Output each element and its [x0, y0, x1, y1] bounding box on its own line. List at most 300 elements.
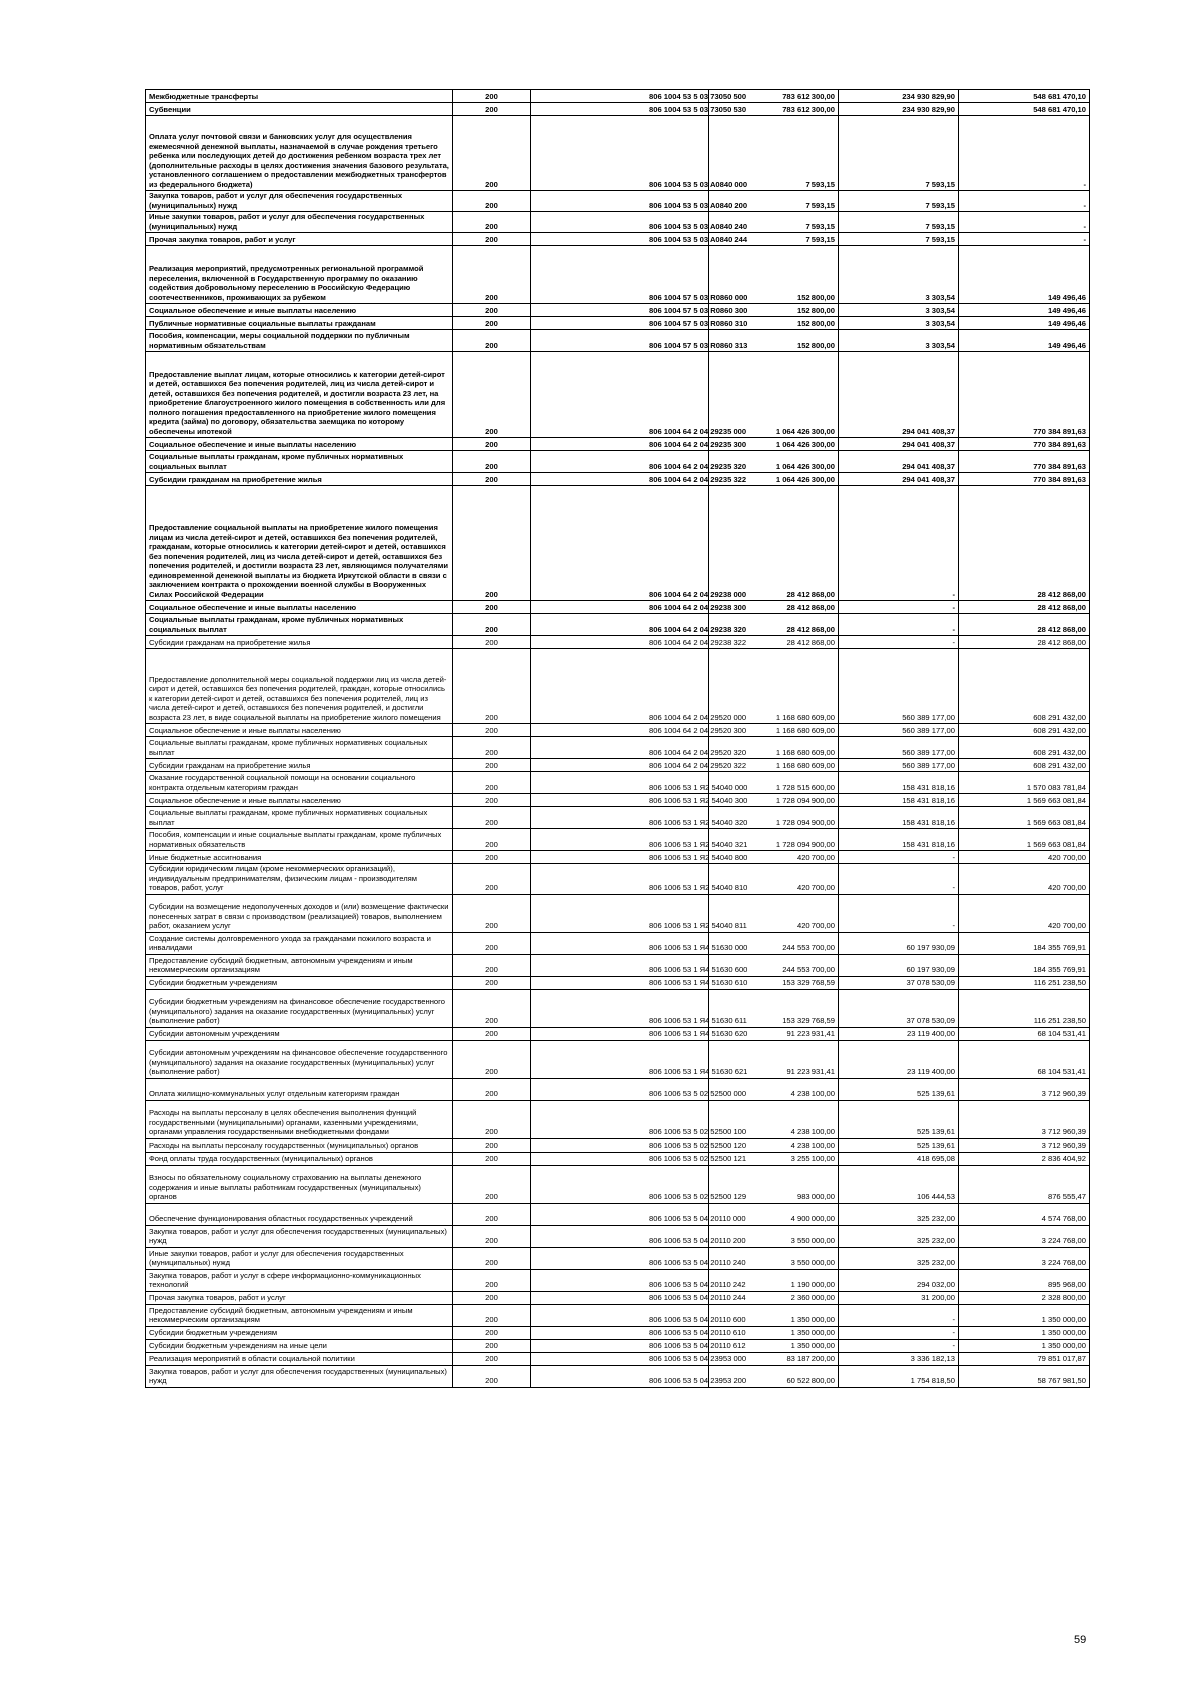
table-row: [146, 864, 1090, 895]
row-kbk: 806 1006 53 5 04 23953 000: [531, 1352, 709, 1365]
row-remainder: 28 412 868,00: [959, 614, 1090, 636]
row-code: 200: [453, 864, 531, 895]
row-executed: -: [839, 614, 959, 636]
table-row: [146, 233, 1090, 246]
row-executed: 294 032,00: [839, 1269, 959, 1291]
row-executed: 60 197 930,09: [839, 932, 959, 954]
row-kbk: 806 1004 64 2 04 29520 000: [531, 649, 709, 724]
row-kbk: 806 1004 57 5 03 R0860 300: [531, 304, 709, 317]
row-kbk: 806 1006 53 5 02 52500 129: [531, 1165, 709, 1203]
row-executed: 3 303,54: [839, 317, 959, 330]
row-executed: 37 078 530,09: [839, 976, 959, 989]
row-kbk: 806 1004 57 5 03 R0860 313: [531, 330, 709, 352]
row-remainder: 548 681 470,10: [959, 90, 1090, 103]
row-approved: 91 223 931,41: [709, 1040, 839, 1078]
row-name: Оказание государственной социальной помощи на основании социального контракта отдельным категориям граждан: [146, 772, 453, 794]
row-code: 200: [453, 451, 531, 473]
row-kbk: 806 1006 53 1 Я4 51630 621: [531, 1040, 709, 1078]
row-name: Субсидии на возмещение недополученных доходов и (или) возмещение фактически понесенных затрат в связи с производством (реализацией) товаров, выполнением работ, оказанием услуг: [146, 894, 453, 932]
row-code: 200: [453, 829, 531, 851]
row-code: 200: [453, 1339, 531, 1352]
table-row: [146, 1339, 1090, 1352]
row-executed: -: [839, 486, 959, 601]
row-executed: -: [839, 601, 959, 614]
row-kbk: 806 1006 53 1 Я4 51630 611: [531, 989, 709, 1027]
row-executed: 31 200,00: [839, 1291, 959, 1304]
row-name: Субсидии бюджетным учреждениям: [146, 1326, 453, 1339]
row-kbk: 806 1004 64 2 04 29235 322: [531, 473, 709, 486]
row-remainder: 608 291 432,00: [959, 759, 1090, 772]
row-remainder: 28 412 868,00: [959, 601, 1090, 614]
table-row: [146, 932, 1090, 954]
row-approved: 153 329 768,59: [709, 989, 839, 1027]
row-kbk: 806 1006 53 5 04 20110 240: [531, 1247, 709, 1269]
row-remainder: 2 328 800,00: [959, 1291, 1090, 1304]
row-code: 200: [453, 851, 531, 864]
row-code: 200: [453, 724, 531, 737]
row-remainder: 770 384 891,63: [959, 473, 1090, 486]
row-name: Закупка товаров, работ и услуг в сфере информационно-коммуникационных технологий: [146, 1269, 453, 1291]
row-approved: 3 550 000,00: [709, 1247, 839, 1269]
page-number: 59: [1074, 1634, 1087, 1646]
row-code: 200: [453, 954, 531, 976]
row-name: Социальное обеспечение и иные выплаты населению: [146, 304, 453, 317]
row-approved: 28 412 868,00: [709, 636, 839, 649]
row-code: 200: [453, 1100, 531, 1138]
row-kbk: 806 1004 64 2 04 29235 300: [531, 438, 709, 451]
row-kbk: 806 1006 53 5 04 20110 600: [531, 1304, 709, 1326]
row-approved: 244 553 700,00: [709, 954, 839, 976]
row-kbk: 806 1006 53 1 Я2 54040 320: [531, 807, 709, 829]
row-name: Субсидии гражданам на приобретение жилья: [146, 759, 453, 772]
row-kbk: 806 1004 64 2 04 29238 300: [531, 601, 709, 614]
row-executed: -: [839, 864, 959, 895]
table-row: [146, 601, 1090, 614]
row-remainder: 608 291 432,00: [959, 737, 1090, 759]
row-name: Оплата услуг почтовой связи и банковских услуг для осуществления ежемесячной денежной выплаты, назначаемой в случае рождения третьего ребенка или последующих детей до достижения ребенком возраста трех лет (дополнительные расходы в целях достижения значения базового результата, установленного соглашением о предоставлении межбюджетных трансфертов из федерального бюджета): [146, 116, 453, 191]
table-row: [146, 1165, 1090, 1203]
row-approved: 60 522 800,00: [709, 1365, 839, 1387]
row-remainder: 28 412 868,00: [959, 636, 1090, 649]
row-name: Социальное обеспечение и иные выплаты населению: [146, 794, 453, 807]
table-row: [146, 614, 1090, 636]
row-executed: 60 197 930,09: [839, 954, 959, 976]
table-row: [146, 954, 1090, 976]
row-name: Субсидии гражданам на приобретение жилья: [146, 636, 453, 649]
row-code: 200: [453, 233, 531, 246]
row-code: 200: [453, 601, 531, 614]
row-executed: 158 431 818,16: [839, 772, 959, 794]
row-kbk: 806 1006 53 1 Я4 51630 600: [531, 954, 709, 976]
row-name: Иные закупки товаров, работ и услуг для обеспечения государственных (муниципальных) нужд: [146, 212, 453, 233]
row-approved: 4 900 000,00: [709, 1203, 839, 1225]
row-name: Пособия, компенсации и иные социальные выплаты гражданам, кроме публичных нормативных обязательств: [146, 829, 453, 851]
row-executed: -: [839, 851, 959, 864]
row-code: 200: [453, 212, 531, 233]
row-remainder: 420 700,00: [959, 894, 1090, 932]
row-kbk: 806 1006 53 5 04 20110 610: [531, 1326, 709, 1339]
row-approved: 1 064 426 300,00: [709, 438, 839, 451]
row-executed: 1 754 818,50: [839, 1365, 959, 1387]
table-row: [146, 1203, 1090, 1225]
row-kbk: 806 1006 53 1 Я2 54040 800: [531, 851, 709, 864]
row-remainder: -: [959, 233, 1090, 246]
row-code: 200: [453, 614, 531, 636]
table-row: [146, 212, 1090, 233]
row-code: 200: [453, 649, 531, 724]
row-executed: 3 336 182,13: [839, 1352, 959, 1365]
table-row: [146, 317, 1090, 330]
row-code: 200: [453, 1203, 531, 1225]
row-remainder: 770 384 891,63: [959, 352, 1090, 438]
row-remainder: 79 851 017,87: [959, 1352, 1090, 1365]
row-approved: 152 800,00: [709, 330, 839, 352]
table-row: [146, 1100, 1090, 1138]
row-approved: 4 238 100,00: [709, 1138, 839, 1152]
row-code: 200: [453, 1291, 531, 1304]
row-name: Предоставление субсидий бюджетным, автономным учреждениям и иным некоммерческим организациям: [146, 1304, 453, 1326]
row-name: Реализация мероприятий, предусмотренных региональной программой переселения, включенной в Государственную программу по оказанию содействия добровольному переселению в Российскую Федерацию соотечественников, проживающих за рубежом: [146, 246, 453, 304]
table-row: [146, 724, 1090, 737]
row-remainder: 149 496,46: [959, 317, 1090, 330]
row-remainder: 608 291 432,00: [959, 649, 1090, 724]
row-remainder: 3 712 960,39: [959, 1078, 1090, 1100]
row-approved: 1 728 094 900,00: [709, 794, 839, 807]
row-executed: 7 593,15: [839, 116, 959, 191]
row-remainder: 149 496,46: [959, 330, 1090, 352]
table-row: [146, 304, 1090, 317]
row-code: 200: [453, 1269, 531, 1291]
table-row: [146, 894, 1090, 932]
row-remainder: 68 104 531,41: [959, 1040, 1090, 1078]
row-remainder: 68 104 531,41: [959, 1027, 1090, 1040]
row-executed: 525 139,61: [839, 1138, 959, 1152]
row-name: Пособия, компенсации, меры социальной поддержки по публичным нормативным обязательствам: [146, 330, 453, 352]
row-executed: -: [839, 894, 959, 932]
row-code: 200: [453, 1040, 531, 1078]
row-executed: 325 232,00: [839, 1203, 959, 1225]
table-row: [146, 759, 1090, 772]
row-remainder: 420 700,00: [959, 851, 1090, 864]
row-executed: 158 431 818,16: [839, 807, 959, 829]
row-remainder: 548 681 470,10: [959, 103, 1090, 116]
table-row: [146, 851, 1090, 864]
row-kbk: 806 1004 53 5 03 73050 500: [531, 90, 709, 103]
row-kbk: 806 1006 53 5 04 23953 200: [531, 1365, 709, 1387]
table-row: [146, 1225, 1090, 1247]
row-approved: 7 593,15: [709, 233, 839, 246]
row-remainder: 58 767 981,50: [959, 1365, 1090, 1387]
row-code: 200: [453, 116, 531, 191]
row-name: Субвенции: [146, 103, 453, 116]
row-name: Фонд оплаты труда государственных (муниципальных) органов: [146, 1152, 453, 1165]
table-row: [146, 451, 1090, 473]
row-remainder: 2 836 404,92: [959, 1152, 1090, 1165]
row-approved: 152 800,00: [709, 317, 839, 330]
row-executed: 294 041 408,37: [839, 451, 959, 473]
row-executed: 106 444,53: [839, 1165, 959, 1203]
row-kbk: 806 1004 53 5 03 A0840 000: [531, 116, 709, 191]
row-name: Иные закупки товаров, работ и услуг для обеспечения государственных (муниципальных) нужд: [146, 1247, 453, 1269]
table-row: [146, 1078, 1090, 1100]
row-name: Предоставление выплат лицам, которые относились к категории детей-сирот и детей, оставшихся без попечения родителей, лиц из числа детей-сирот и детей, оставшихся без попечения родителей, и достигли возраста 23 лет, на приобретение благоустроенного жилого помещения в собственность или для полного погашения предоставленного на приобретение жилого помещения кредита (займа) по договору, обязательства заемщика по которому обеспечены ипотекой: [146, 352, 453, 438]
row-name: Субсидии юридическим лицам (кроме некоммерческих организаций), индивидуальным предпринимателям, физическим лицам - производителям товаров, работ, услуг: [146, 864, 453, 895]
row-remainder: 1 569 663 081,84: [959, 807, 1090, 829]
row-kbk: 806 1004 64 2 04 29238 000: [531, 486, 709, 601]
row-approved: 3 550 000,00: [709, 1225, 839, 1247]
row-approved: 1 350 000,00: [709, 1304, 839, 1326]
row-name: Закупка товаров, работ и услуг для обеспечения государственных (муниципальных) нужд: [146, 1365, 453, 1387]
row-code: 200: [453, 317, 531, 330]
row-executed: 234 930 829,90: [839, 90, 959, 103]
row-remainder: 1 350 000,00: [959, 1304, 1090, 1326]
row-name: Оплата жилищно-коммунальных услуг отдельным категориям граждан: [146, 1078, 453, 1100]
row-kbk: 806 1006 53 5 02 52500 000: [531, 1078, 709, 1100]
row-remainder: 608 291 432,00: [959, 724, 1090, 737]
row-code: 200: [453, 1247, 531, 1269]
row-executed: 3 303,54: [839, 246, 959, 304]
row-executed: 7 593,15: [839, 233, 959, 246]
row-code: 200: [453, 438, 531, 451]
row-approved: 28 412 868,00: [709, 486, 839, 601]
row-approved: 7 593,15: [709, 191, 839, 212]
table-row: [146, 989, 1090, 1027]
table-row: [146, 772, 1090, 794]
table-row: [146, 636, 1090, 649]
row-kbk: 806 1006 53 5 02 52500 120: [531, 1138, 709, 1152]
row-name: Социальное обеспечение и иные выплаты населению: [146, 601, 453, 614]
row-kbk: 806 1004 57 5 03 R0860 000: [531, 246, 709, 304]
row-approved: 420 700,00: [709, 894, 839, 932]
table-row: [146, 807, 1090, 829]
row-executed: 294 041 408,37: [839, 473, 959, 486]
row-executed: 3 303,54: [839, 330, 959, 352]
row-executed: 158 431 818,16: [839, 794, 959, 807]
table-row: [146, 352, 1090, 438]
row-name: Предоставление социальной выплаты на приобретение жилого помещения лицам из числа детей-сирот и детей, оставшихся без попечения родителей, гражданам, которые относились к категории детей-сирот и детей, оставшихся без попечения родителей, лиц из числа детей-сирот и детей, оставшихся без попечения родителей, и достигли возраста 23 лет, являющимся получателями единовременной денежной выплаты из бюджета Иркутской области в связи с заключением контракта о прохождении военной службы в Вооруженных Силах Российской Федерации: [146, 486, 453, 601]
row-code: 200: [453, 772, 531, 794]
row-executed: 525 139,61: [839, 1100, 959, 1138]
row-name: Взносы по обязательному социальному страхованию на выплаты денежного содержания и иные выплаты работникам государственных (муниципальных) органов: [146, 1165, 453, 1203]
table-row: [146, 103, 1090, 116]
row-approved: 420 700,00: [709, 864, 839, 895]
row-executed: 325 232,00: [839, 1247, 959, 1269]
row-code: 200: [453, 191, 531, 212]
row-remainder: -: [959, 116, 1090, 191]
row-approved: 1 064 426 300,00: [709, 451, 839, 473]
row-kbk: 806 1004 53 5 03 A0840 244: [531, 233, 709, 246]
row-executed: 23 119 400,00: [839, 1027, 959, 1040]
row-code: 200: [453, 1078, 531, 1100]
row-approved: 783 612 300,00: [709, 90, 839, 103]
row-executed: 560 389 177,00: [839, 737, 959, 759]
row-kbk: 806 1006 53 1 Я4 51630 000: [531, 932, 709, 954]
table-row: [146, 1138, 1090, 1152]
row-kbk: 806 1004 53 5 03 A0840 200: [531, 191, 709, 212]
row-executed: -: [839, 636, 959, 649]
row-name: Социальные выплаты гражданам, кроме публичных нормативных социальных выплат: [146, 614, 453, 636]
row-code: 200: [453, 636, 531, 649]
row-approved: 152 800,00: [709, 304, 839, 317]
row-name: Прочая закупка товаров, работ и услуг: [146, 233, 453, 246]
row-code: 200: [453, 1365, 531, 1387]
row-approved: 153 329 768,59: [709, 976, 839, 989]
table-row: [146, 191, 1090, 212]
row-kbk: 806 1004 64 2 04 29238 322: [531, 636, 709, 649]
row-kbk: 806 1006 53 1 Я2 54040 300: [531, 794, 709, 807]
row-approved: 4 238 100,00: [709, 1100, 839, 1138]
row-code: 200: [453, 304, 531, 317]
table-row: [146, 1291, 1090, 1304]
row-approved: 1 168 680 609,00: [709, 737, 839, 759]
row-code: 200: [453, 807, 531, 829]
row-remainder: 420 700,00: [959, 864, 1090, 895]
row-kbk: 806 1004 57 5 03 R0860 310: [531, 317, 709, 330]
table-row: [146, 486, 1090, 601]
table-row: [146, 649, 1090, 724]
row-executed: 294 041 408,37: [839, 352, 959, 438]
row-kbk: 806 1006 53 5 02 52500 121: [531, 1152, 709, 1165]
row-remainder: 895 968,00: [959, 1269, 1090, 1291]
row-code: 200: [453, 330, 531, 352]
row-kbk: 806 1006 53 5 04 20110 244: [531, 1291, 709, 1304]
row-executed: -: [839, 1339, 959, 1352]
row-kbk: 806 1006 53 1 Я2 54040 811: [531, 894, 709, 932]
row-name: Иные бюджетные ассигнования: [146, 851, 453, 864]
row-executed: 7 593,15: [839, 191, 959, 212]
row-remainder: 184 355 769,91: [959, 954, 1090, 976]
row-remainder: -: [959, 212, 1090, 233]
row-code: 200: [453, 103, 531, 116]
row-remainder: 116 251 238,50: [959, 989, 1090, 1027]
row-name: Межбюджетные трансферты: [146, 90, 453, 103]
row-executed: -: [839, 1326, 959, 1339]
row-approved: 783 612 300,00: [709, 103, 839, 116]
row-approved: 28 412 868,00: [709, 601, 839, 614]
row-approved: 420 700,00: [709, 851, 839, 864]
row-remainder: 1 350 000,00: [959, 1326, 1090, 1339]
row-remainder: 4 574 768,00: [959, 1203, 1090, 1225]
row-approved: 28 412 868,00: [709, 614, 839, 636]
row-kbk: 806 1006 53 1 Я2 54040 810: [531, 864, 709, 895]
row-executed: 3 303,54: [839, 304, 959, 317]
row-executed: 23 119 400,00: [839, 1040, 959, 1078]
row-approved: 1 728 094 900,00: [709, 829, 839, 851]
table-row: [146, 1326, 1090, 1339]
table-row: [146, 1247, 1090, 1269]
row-name: Социальные выплаты гражданам, кроме публичных нормативных социальных выплат: [146, 737, 453, 759]
row-executed: -: [839, 1304, 959, 1326]
row-approved: 1 350 000,00: [709, 1339, 839, 1352]
row-code: 200: [453, 246, 531, 304]
row-remainder: 1 569 663 081,84: [959, 829, 1090, 851]
table-row: [146, 1269, 1090, 1291]
row-code: 200: [453, 1152, 531, 1165]
table-row: [146, 1152, 1090, 1165]
row-remainder: 3 712 960,39: [959, 1100, 1090, 1138]
row-executed: 294 041 408,37: [839, 438, 959, 451]
row-approved: 1 190 000,00: [709, 1269, 839, 1291]
row-kbk: 806 1004 53 5 03 73050 530: [531, 103, 709, 116]
table-row: [146, 90, 1090, 103]
row-executed: 325 232,00: [839, 1225, 959, 1247]
row-code: 200: [453, 894, 531, 932]
row-approved: 1 728 515 600,00: [709, 772, 839, 794]
row-kbk: 806 1006 53 5 04 20110 000: [531, 1203, 709, 1225]
row-kbk: 806 1004 64 2 04 29520 300: [531, 724, 709, 737]
row-code: 200: [453, 473, 531, 486]
table-row: [146, 473, 1090, 486]
row-remainder: 149 496,46: [959, 304, 1090, 317]
table-row: [146, 1365, 1090, 1387]
row-kbk: 806 1006 53 1 Я4 51630 610: [531, 976, 709, 989]
row-name: Субсидии автономным учреждениям: [146, 1027, 453, 1040]
row-name: Социальное обеспечение и иные выплаты населению: [146, 724, 453, 737]
row-executed: 560 389 177,00: [839, 724, 959, 737]
table-row: [146, 330, 1090, 352]
row-approved: 1 728 094 900,00: [709, 807, 839, 829]
row-kbk: 806 1004 64 2 04 29520 322: [531, 759, 709, 772]
row-remainder: 149 496,46: [959, 246, 1090, 304]
row-executed: 560 389 177,00: [839, 649, 959, 724]
row-approved: 83 187 200,00: [709, 1352, 839, 1365]
row-executed: 37 078 530,09: [839, 989, 959, 1027]
row-approved: 1 064 426 300,00: [709, 352, 839, 438]
row-name: Реализация мероприятий в области социальной политики: [146, 1352, 453, 1365]
row-remainder: 770 384 891,63: [959, 451, 1090, 473]
row-name: Обеспечение функционирования областных государственных учреждений: [146, 1203, 453, 1225]
table-row: [146, 794, 1090, 807]
row-kbk: 806 1004 64 2 04 29238 320: [531, 614, 709, 636]
row-name: Субсидии бюджетным учреждениям на иные цели: [146, 1339, 453, 1352]
row-approved: 3 255 100,00: [709, 1152, 839, 1165]
row-approved: 1 168 680 609,00: [709, 759, 839, 772]
row-approved: 1 350 000,00: [709, 1326, 839, 1339]
row-name: Предоставление дополнительной меры социальной поддержки лиц из числа детей-сирот и детей, оставшихся без попечения родителей, граждан, которые относились к категории детей-сирот и детей, оставшихся без попечения родителей, лиц из числа детей-сирот и детей, оставшихся без попечения родителей, и достигли возраста 23 лет, в виде социальной выплаты на приобретение жилого помещения: [146, 649, 453, 724]
budget-execution-table: [145, 89, 1090, 1388]
row-kbk: 806 1006 53 5 04 20110 200: [531, 1225, 709, 1247]
row-name: Субсидии бюджетным учреждениям на финансовое обеспечение государственного (муниципального) задания на оказание государственных (муниципальных) услуг (выполнение работ): [146, 989, 453, 1027]
row-code: 200: [453, 932, 531, 954]
row-approved: 244 553 700,00: [709, 932, 839, 954]
row-remainder: 1 350 000,00: [959, 1339, 1090, 1352]
row-code: 200: [453, 794, 531, 807]
row-kbk: 806 1006 53 5 02 52500 100: [531, 1100, 709, 1138]
row-code: 200: [453, 1165, 531, 1203]
row-name: Публичные нормативные социальные выплаты гражданам: [146, 317, 453, 330]
row-name: Закупка товаров, работ и услуг для обеспечения государственных (муниципальных) нужд: [146, 1225, 453, 1247]
row-executed: 7 593,15: [839, 212, 959, 233]
row-name: Расходы на выплаты персоналу государственных (муниципальных) органов: [146, 1138, 453, 1152]
row-kbk: 806 1004 53 5 03 A0840 240: [531, 212, 709, 233]
row-kbk: 806 1006 53 5 04 20110 612: [531, 1339, 709, 1352]
table-row: [146, 1352, 1090, 1365]
row-name: Предоставление субсидий бюджетным, автономным учреждениям и иным некоммерческим организациям: [146, 954, 453, 976]
row-remainder: 1 569 663 081,84: [959, 794, 1090, 807]
row-name: Социальные выплаты гражданам, кроме публичных нормативных социальных выплат: [146, 807, 453, 829]
row-executed: 418 695,08: [839, 1152, 959, 1165]
row-remainder: 116 251 238,50: [959, 976, 1090, 989]
row-kbk: 806 1006 53 1 Я4 51630 620: [531, 1027, 709, 1040]
row-code: 200: [453, 90, 531, 103]
row-remainder: 3 224 768,00: [959, 1225, 1090, 1247]
row-remainder: -: [959, 191, 1090, 212]
row-code: 200: [453, 976, 531, 989]
row-kbk: 806 1006 53 5 04 20110 242: [531, 1269, 709, 1291]
row-remainder: 876 555,47: [959, 1165, 1090, 1203]
row-code: 200: [453, 1027, 531, 1040]
row-executed: 525 139,61: [839, 1078, 959, 1100]
